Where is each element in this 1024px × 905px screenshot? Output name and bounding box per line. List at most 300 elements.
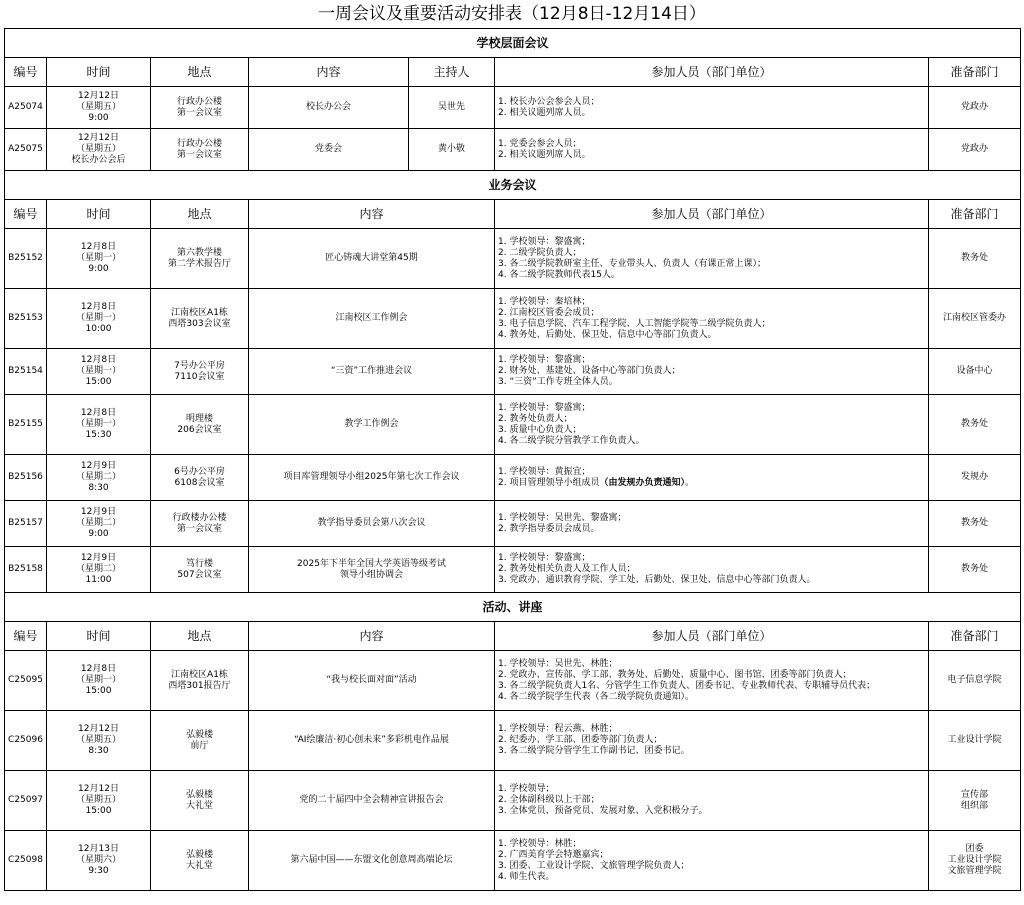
meeting-place xyxy=(151,771,249,831)
content-line: 第六届中国——东盟文化创意周高端论坛 xyxy=(290,855,453,865)
participant-text: 1. 学校领导：黎盛寓； xyxy=(498,553,591,563)
meeting-time xyxy=(47,129,151,171)
column-header: 地点 xyxy=(151,622,249,651)
time-line: 9:00 xyxy=(88,529,109,539)
participant-text: 。 xyxy=(684,477,694,488)
content-line: 党的二十届四中全会精神宣讲报告会 xyxy=(299,795,444,805)
page-title: 一周会议及重要活动安排表（12月8日-12月14日） xyxy=(318,4,706,24)
place-line: 西塔303会议室 xyxy=(168,318,231,329)
participant-line xyxy=(498,150,926,161)
place-line: 弘毅楼 xyxy=(185,849,213,860)
time-line: 11:00 xyxy=(85,575,112,585)
participant-text: 4. 教务处、后勤处、保卫处、信息中心等部门负责人。 xyxy=(498,329,717,340)
place-line: 第一会议室 xyxy=(176,523,222,534)
column-header: 时间 xyxy=(47,58,151,87)
time-line: 8:30 xyxy=(88,746,109,756)
participant-text: 2. 纪委办、学工部、团委等部门负责人； xyxy=(498,735,663,745)
participant-line xyxy=(498,108,926,119)
column-header-row xyxy=(5,622,1021,651)
column-header: 准备部门 xyxy=(929,58,1021,87)
time-line: 12月9日 xyxy=(80,461,117,471)
participant-line xyxy=(498,524,926,535)
participant-line xyxy=(498,319,926,330)
participants xyxy=(495,455,929,501)
place-line: 第六教学楼 xyxy=(176,247,222,258)
time-line: （星期六） xyxy=(75,855,121,865)
content-line: 党委会 xyxy=(314,144,342,154)
department-line: 江南校区管委办 xyxy=(943,313,1007,323)
time-line: 10:00 xyxy=(85,324,112,334)
place-line: 第一会议室 xyxy=(176,107,222,118)
participant-text: 1. 党委会参会人员； xyxy=(498,138,582,149)
time-line: （星期一） xyxy=(75,366,121,376)
participant-text: 3. 质量中心负责人； xyxy=(498,424,582,435)
participant-line xyxy=(498,330,926,341)
column-header: 地点 xyxy=(151,58,249,87)
content-line: 教学工作例会 xyxy=(344,419,399,429)
meeting-time xyxy=(47,501,151,547)
meeting-time xyxy=(47,547,151,593)
department-line: 教务处 xyxy=(961,253,989,263)
meeting-time xyxy=(47,87,151,129)
meeting-id: C25097 xyxy=(5,771,47,831)
meeting-place xyxy=(151,547,249,593)
participant-line xyxy=(498,436,926,447)
prep-department xyxy=(929,455,1021,501)
place-line: 弘毅楼 xyxy=(185,729,213,740)
place-line: 弘毅楼 xyxy=(185,789,213,800)
place-line: 江南校区A1栋 xyxy=(171,669,228,680)
prep-department xyxy=(929,651,1021,711)
participant-line xyxy=(498,308,926,319)
participants xyxy=(495,547,929,593)
participant-line xyxy=(498,784,926,795)
meeting-time xyxy=(47,289,151,349)
meeting-host: 黄小敬 xyxy=(409,129,495,171)
time-line: 12月12日 xyxy=(78,133,119,143)
time-line: 12月9日 xyxy=(80,553,117,563)
meeting-time xyxy=(47,771,151,831)
meeting-id: C25095 xyxy=(5,651,47,711)
place-line: 第二学术报告厅 xyxy=(167,258,231,269)
participant-line xyxy=(498,403,926,414)
department-line: 团委 xyxy=(965,844,984,854)
meeting-id: B25154 xyxy=(5,349,47,395)
participant-text: 3. “三资”工作专班全体人员。 xyxy=(498,377,618,387)
participant-text: 2. 相关议题列席人员。 xyxy=(498,149,591,160)
meeting-time xyxy=(47,395,151,455)
place-line: 大礼堂 xyxy=(185,860,213,871)
participant-text: 3. 各二级学院分管学生工作副书记、团委书记。 xyxy=(498,746,690,756)
time-line: 12月12日 xyxy=(78,784,119,794)
prep-department xyxy=(929,771,1021,831)
table-row xyxy=(5,455,1021,501)
participant-line xyxy=(498,355,926,366)
place-line: 江南校区A1栋 xyxy=(171,307,228,318)
meeting-id: B25156 xyxy=(5,455,47,501)
participant-text: 1. 学校领导：吴世先、林胜； xyxy=(498,658,618,669)
section-title: 业务会议 xyxy=(5,171,1021,200)
participant-text: 2. 教务处负责人； xyxy=(498,413,573,424)
time-line: 12月13日 xyxy=(78,844,119,854)
meeting-place xyxy=(151,651,249,711)
department-line: 教务处 xyxy=(961,419,989,429)
time-line: 15:00 xyxy=(85,377,112,387)
participant-line xyxy=(498,670,926,681)
meeting-content xyxy=(249,349,495,395)
meeting-id: C25096 xyxy=(5,711,47,771)
prep-department xyxy=(929,831,1021,891)
place-line: 7110会议室 xyxy=(174,371,225,382)
column-header-row xyxy=(5,58,1021,87)
participant-text: 3. 全体党员、预备党员、发展对象、入党积极分子。 xyxy=(498,806,708,816)
table-row xyxy=(5,771,1021,831)
participants xyxy=(495,229,929,289)
table-row xyxy=(5,289,1021,349)
meeting-time xyxy=(47,831,151,891)
department-line: 电子信息学院 xyxy=(947,675,1002,685)
participants xyxy=(495,349,929,395)
department-line: 党政办 xyxy=(961,144,989,154)
meeting-place xyxy=(151,129,249,171)
content-line: 江南校区工作例会 xyxy=(335,313,408,323)
participant-line xyxy=(498,237,926,248)
department-line: 组织部 xyxy=(961,800,989,811)
time-line: （星期二） xyxy=(75,564,121,574)
column-header: 编号 xyxy=(5,200,47,229)
meeting-content xyxy=(249,547,495,593)
participant-text: 2. 相关议题列席人员。 xyxy=(498,107,591,118)
column-header: 地点 xyxy=(151,200,249,229)
participant-text: 4. 师生代表。 xyxy=(498,871,555,882)
department-line: 发规办 xyxy=(961,472,989,482)
time-line: （星期一） xyxy=(75,675,121,685)
column-header: 参加人员（部门单位） xyxy=(495,622,929,651)
column-header: 时间 xyxy=(47,622,151,651)
participant-line xyxy=(498,366,926,377)
participant-line xyxy=(498,839,926,850)
participant-line xyxy=(498,513,926,524)
participant-line xyxy=(498,377,926,388)
participants xyxy=(495,129,929,171)
column-header: 时间 xyxy=(47,200,151,229)
participant-line xyxy=(498,553,926,564)
participant-text: 2. 项目管理领导小组成员 xyxy=(498,477,600,488)
participant-line xyxy=(498,297,926,308)
meeting-content xyxy=(249,87,409,129)
participant-text: 2. 二级学院负责人； xyxy=(498,247,582,258)
column-header: 内容 xyxy=(249,200,495,229)
column-header: 参加人员（部门单位） xyxy=(495,58,929,87)
participant-text: （由发规办负责通知） xyxy=(599,477,685,488)
participants xyxy=(495,87,929,129)
column-header: 准备部门 xyxy=(929,200,1021,229)
meeting-id: B25153 xyxy=(5,289,47,349)
time-line: 9:00 xyxy=(88,113,109,123)
time-line: （星期五） xyxy=(75,102,121,112)
meeting-time xyxy=(47,229,151,289)
meeting-content xyxy=(249,711,495,771)
place-line: 笃行楼 xyxy=(185,558,213,569)
participant-text: 2. 广西美育学会特邀嘉宾； xyxy=(498,849,609,860)
time-line: 12月8日 xyxy=(80,355,117,365)
place-line: 西塔301报告厅 xyxy=(168,680,231,691)
table-row xyxy=(5,129,1021,171)
time-line: 12月8日 xyxy=(80,408,117,418)
participant-line xyxy=(498,861,926,872)
place-line: 6号办公平房 xyxy=(174,466,225,477)
content-line: “我与校长面对面”活动 xyxy=(326,675,417,685)
participants xyxy=(495,289,929,349)
department-line: 工业设计学院 xyxy=(947,735,1002,745)
time-line: （星期一） xyxy=(75,253,121,263)
participants xyxy=(495,395,929,455)
time-line: （星期一） xyxy=(75,419,121,429)
participant-text: 1. 学校领导：林胜； xyxy=(498,838,582,849)
participants xyxy=(495,651,929,711)
department-line: 宣传部 xyxy=(961,789,989,800)
table-row xyxy=(5,501,1021,547)
time-line: 12月8日 xyxy=(80,664,117,674)
time-line: 12月12日 xyxy=(78,91,119,101)
participant-line xyxy=(498,724,926,735)
place-line: 行政办公楼 xyxy=(176,96,222,107)
section-title: 活动、讲座 xyxy=(5,593,1021,622)
meeting-id: B25158 xyxy=(5,547,47,593)
table-row xyxy=(5,87,1021,129)
participant-line xyxy=(498,735,926,746)
time-line: （星期五） xyxy=(75,735,121,745)
column-header: 编号 xyxy=(5,622,47,651)
meeting-id: B25157 xyxy=(5,501,47,547)
time-line: 15:30 xyxy=(85,430,112,440)
participant-text: 2. 财务处、基建处、设备中心等部门负责人； xyxy=(498,366,681,376)
section-header-row xyxy=(5,171,1021,200)
place-line: 大礼堂 xyxy=(185,800,213,811)
department-line: 设备中心 xyxy=(956,366,993,376)
table-row xyxy=(5,349,1021,395)
time-line: 8:30 xyxy=(88,483,109,493)
participant-line xyxy=(498,270,926,281)
content-line: 匠心铸魂大讲堂第45期 xyxy=(325,253,418,263)
participant-text: 1. 学校领导：吴世先、黎盛寓； xyxy=(498,512,627,523)
meeting-content xyxy=(249,831,495,891)
meeting-time xyxy=(47,349,151,395)
participant-text: 4. 各二级学院学生代表（各二级学院负责通知）。 xyxy=(498,691,694,702)
column-header: 内容 xyxy=(249,58,409,87)
meeting-content xyxy=(249,651,495,711)
time-line: 12月12日 xyxy=(78,724,119,734)
department-line: 文旅管理学院 xyxy=(947,866,1002,876)
place-line: 6108会议室 xyxy=(174,477,225,488)
table-row xyxy=(5,395,1021,455)
content-line: 2025年下半年全国大学英语等级考试 xyxy=(297,558,446,569)
content-line: 校长办公会 xyxy=(305,102,351,112)
place-line: 第一会议室 xyxy=(176,149,222,160)
participant-line xyxy=(498,97,926,108)
participant-text: 1. 学校领导：黎盛寓； xyxy=(498,355,591,365)
content-line: 领导小组协调会 xyxy=(339,569,403,580)
participant-text: 1. 校长办公会参会人员； xyxy=(498,96,600,107)
meeting-place xyxy=(151,289,249,349)
place-line: 前厅 xyxy=(190,740,209,751)
place-line: 507会议室 xyxy=(177,569,222,580)
schedule-table xyxy=(4,28,1021,891)
participant-line xyxy=(498,806,926,817)
participant-line xyxy=(498,414,926,425)
participant-line xyxy=(498,467,926,478)
table-row xyxy=(5,547,1021,593)
section-header-row xyxy=(5,29,1021,58)
place-line: 明理楼 xyxy=(185,413,213,424)
participants xyxy=(495,831,929,891)
participant-text: 3. 党政办、通识教育学院、学工处、后勤处、保卫处、信息中心等部门负责人。 xyxy=(498,575,816,585)
participant-text: 3. 电子信息学院、汽车工程学院、人工智能学院等二级学院负责人； xyxy=(498,318,771,329)
content-line: “三资”工作推进会议 xyxy=(330,366,413,376)
participant-text: 2. 全体副科级以上干部； xyxy=(498,795,600,805)
department-line: 工业设计学院 xyxy=(947,855,1002,865)
meeting-id: C25098 xyxy=(5,831,47,891)
section-header-row xyxy=(5,593,1021,622)
participant-line xyxy=(498,248,926,259)
department-line: 教务处 xyxy=(961,564,989,574)
meeting-content xyxy=(249,455,495,501)
table-row xyxy=(5,711,1021,771)
meeting-place xyxy=(151,501,249,547)
participant-text: 2. 党政办、宣传部、学工部、教务处、后勤处、质量中心、图书馆、团委等部门负责人； xyxy=(498,669,852,680)
participants xyxy=(495,771,929,831)
prep-department xyxy=(929,87,1021,129)
time-line: 15:00 xyxy=(85,806,112,816)
content-line: “AI绘廉洁·初心创未来”多彩机电作品展 xyxy=(294,735,449,745)
meeting-id: A25074 xyxy=(5,87,47,129)
meeting-time xyxy=(47,651,151,711)
time-line: （星期一） xyxy=(75,313,121,323)
time-line: 校长办公会后 xyxy=(71,155,126,165)
prep-department xyxy=(929,289,1021,349)
place-line: 206会议室 xyxy=(177,424,222,435)
meeting-content xyxy=(249,771,495,831)
participant-text: 1. 学校领导：黄振宜； xyxy=(498,466,591,477)
table-row xyxy=(5,229,1021,289)
participant-text: 2. 教学指导委员会成员。 xyxy=(498,523,600,534)
meeting-content xyxy=(249,395,495,455)
column-header: 主持人 xyxy=(409,58,495,87)
participant-line xyxy=(498,795,926,806)
participant-line xyxy=(498,575,926,586)
meeting-time xyxy=(47,711,151,771)
participant-text: 4. 各二级学院分管教学工作负责人。 xyxy=(498,435,645,446)
participant-line xyxy=(498,692,926,703)
participant-line xyxy=(498,425,926,436)
prep-department xyxy=(929,395,1021,455)
prep-department xyxy=(929,129,1021,171)
time-line: 12月8日 xyxy=(80,242,117,252)
table-row xyxy=(5,831,1021,891)
time-line: （星期五） xyxy=(75,795,121,805)
participants xyxy=(495,501,929,547)
participant-text: 4. 各二级学院教师代表15人。 xyxy=(498,269,620,280)
meeting-place xyxy=(151,711,249,771)
meeting-id: A25075 xyxy=(5,129,47,171)
time-line: （星期二） xyxy=(75,518,121,528)
participants xyxy=(495,711,929,771)
participant-line xyxy=(498,139,926,150)
prep-department xyxy=(929,349,1021,395)
content-line: 项目库管理领导小组2025年第七次工作会议 xyxy=(283,472,460,482)
column-header: 参加人员（部门单位） xyxy=(495,200,929,229)
participant-text: 1. 学校领导：黎盛寓； xyxy=(498,236,591,247)
meeting-place xyxy=(151,395,249,455)
place-line: 行政楼办公楼 xyxy=(172,512,227,523)
time-line: 9:30 xyxy=(88,866,109,876)
time-line: （星期二） xyxy=(75,472,121,482)
place-line: 7号办公平房 xyxy=(174,360,225,371)
meeting-content xyxy=(249,129,409,171)
prep-department xyxy=(929,229,1021,289)
time-line: 12月9日 xyxy=(80,507,117,517)
meeting-id: B25155 xyxy=(5,395,47,455)
meeting-host: 吴世先 xyxy=(409,87,495,129)
column-header-row xyxy=(5,200,1021,229)
participant-text: 3. 团委、工业设计学院、文旅管理学院负责人； xyxy=(498,860,690,871)
department-line: 教务处 xyxy=(961,518,989,528)
time-line: （星期五） xyxy=(75,144,121,154)
time-line: 15:00 xyxy=(85,686,112,696)
time-line: 9:00 xyxy=(88,264,109,274)
participant-line xyxy=(498,478,926,489)
meeting-place xyxy=(151,349,249,395)
prep-department xyxy=(929,547,1021,593)
participant-text: 2. 江南校区管委会成员； xyxy=(498,307,600,318)
column-header: 编号 xyxy=(5,58,47,87)
participant-text: 2. 教务处相关负责人及工作人员； xyxy=(498,564,636,574)
meeting-id: B25152 xyxy=(5,229,47,289)
participant-text: 1. 学校领导：秦培林； xyxy=(498,296,591,307)
participant-line xyxy=(498,659,926,670)
meeting-place xyxy=(151,831,249,891)
department-line: 党政办 xyxy=(961,102,989,112)
participant-text: 3. 各二级学院负责人1名、分管学生工作负责人、团委书记、专业教师代表、专职辅导员代表； xyxy=(498,680,876,691)
participant-text: 1. 学校领导； xyxy=(498,784,555,794)
meeting-place xyxy=(151,455,249,501)
participant-line xyxy=(498,746,926,757)
participant-text: 3. 各二级学院教研室主任、专业带头人、负责人（有课正常上课）； xyxy=(498,258,766,269)
prep-department xyxy=(929,711,1021,771)
table-row xyxy=(5,651,1021,711)
place-line: 行政办公楼 xyxy=(176,138,222,149)
column-header: 准备部门 xyxy=(929,622,1021,651)
column-header: 内容 xyxy=(249,622,495,651)
meeting-content xyxy=(249,289,495,349)
participant-text: 1. 学校领导：程云燕、林胜； xyxy=(498,724,618,734)
participant-line xyxy=(498,681,926,692)
meeting-time xyxy=(47,455,151,501)
meeting-place xyxy=(151,229,249,289)
participant-line xyxy=(498,872,926,883)
time-line: 12月8日 xyxy=(80,302,117,312)
participant-line xyxy=(498,564,926,575)
section-title: 学校层面会议 xyxy=(5,29,1021,58)
content-line: 教学指导委员会第八次会议 xyxy=(317,518,426,528)
participant-text: 1. 学校领导：黎盛寓； xyxy=(498,402,591,413)
meeting-content xyxy=(249,501,495,547)
meeting-place xyxy=(151,87,249,129)
prep-department xyxy=(929,501,1021,547)
participant-line xyxy=(498,850,926,861)
meeting-content xyxy=(249,229,495,289)
participant-line xyxy=(498,259,926,270)
